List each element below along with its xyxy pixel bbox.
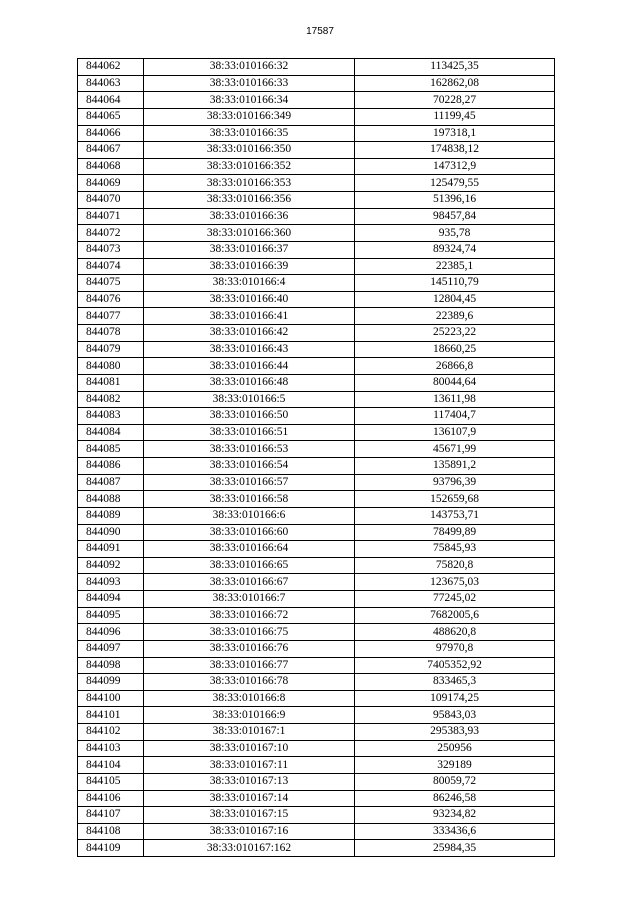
value-cell: 117404,7 [355, 408, 555, 425]
table-row [78, 657, 555, 674]
row-number-cell: 844086 [78, 458, 144, 475]
value-cell: 97970,8 [355, 640, 555, 657]
table-row [78, 391, 555, 408]
cadastral-number-cell: 38:33:010166:40 [144, 291, 355, 308]
cadastral-number-cell: 38:33:010166:58 [144, 491, 355, 508]
cadastral-number-cell: 38:33:010167:162 [144, 840, 355, 857]
cadastral-number-cell: 38:33:010166:48 [144, 374, 355, 391]
cadastral-number-cell: 38:33:010167:10 [144, 740, 355, 757]
table-row [78, 325, 555, 342]
row-number-cell: 844089 [78, 507, 144, 524]
row-number-cell: 844067 [78, 142, 144, 159]
table-row [78, 275, 555, 292]
row-number-cell: 844069 [78, 175, 144, 192]
cadastral-number-cell: 38:33:010166:50 [144, 408, 355, 425]
cadastral-number-cell: 38:33:010166:41 [144, 308, 355, 325]
row-number-cell: 844088 [78, 491, 144, 508]
cadastral-number-cell: 38:33:010166:53 [144, 441, 355, 458]
value-cell: 80044,64 [355, 374, 555, 391]
cadastral-number-cell: 38:33:010166:76 [144, 640, 355, 657]
row-number-cell: 844065 [78, 108, 144, 125]
table-row [78, 258, 555, 275]
table-row [78, 291, 555, 308]
table-row [78, 92, 555, 109]
table-row [78, 674, 555, 691]
value-cell: 93234,82 [355, 807, 555, 824]
row-number-cell: 844078 [78, 325, 144, 342]
table-row [78, 724, 555, 741]
cadastral-number-cell: 38:33:010167:11 [144, 757, 355, 774]
cadastral-number-cell: 38:33:010166:67 [144, 574, 355, 591]
table-row [78, 757, 555, 774]
row-number-cell: 844106 [78, 790, 144, 807]
value-cell: 295383,93 [355, 724, 555, 741]
row-number-cell: 844108 [78, 823, 144, 840]
value-cell: 25223,22 [355, 325, 555, 342]
cadastral-number-cell: 38:33:010166:9 [144, 707, 355, 724]
value-cell: 25984,35 [355, 840, 555, 857]
cadastral-number-cell: 38:33:010166:42 [144, 325, 355, 342]
value-cell: 113425,35 [355, 59, 555, 76]
cadastral-number-cell: 38:33:010166:5 [144, 391, 355, 408]
cadastral-number-cell: 38:33:010166:352 [144, 158, 355, 175]
table-row [78, 541, 555, 558]
cadastral-number-cell: 38:33:010166:60 [144, 524, 355, 541]
row-number-cell: 844076 [78, 291, 144, 308]
row-number-cell: 844095 [78, 607, 144, 624]
value-cell: 18660,25 [355, 341, 555, 358]
row-number-cell: 844103 [78, 740, 144, 757]
table-row [78, 624, 555, 641]
row-number-cell: 844064 [78, 92, 144, 109]
row-number-cell: 844080 [78, 358, 144, 375]
table-row [78, 358, 555, 375]
value-cell: 935,78 [355, 225, 555, 242]
table-row [78, 192, 555, 209]
cadastral-number-cell: 38:33:010166:43 [144, 341, 355, 358]
cadastral-number-cell: 38:33:010166:32 [144, 59, 355, 76]
cadastral-number-cell: 38:33:010166:35 [144, 125, 355, 142]
row-number-cell: 844066 [78, 125, 144, 142]
table-row [78, 840, 555, 857]
row-number-cell: 844109 [78, 840, 144, 857]
table-row [78, 142, 555, 159]
value-cell: 488620,8 [355, 624, 555, 641]
value-cell: 51396,16 [355, 192, 555, 209]
row-number-cell: 844102 [78, 724, 144, 741]
value-cell: 152659,68 [355, 491, 555, 508]
row-number-cell: 844073 [78, 241, 144, 258]
cadastral-number-cell: 38:33:010166:37 [144, 241, 355, 258]
row-number-cell: 844075 [78, 275, 144, 292]
table-row [78, 208, 555, 225]
value-cell: 333436,6 [355, 823, 555, 840]
cadastral-number-cell: 38:33:010166:4 [144, 275, 355, 292]
row-number-cell: 844083 [78, 408, 144, 425]
cadastral-number-cell: 38:33:010167:1 [144, 724, 355, 741]
row-number-cell: 844096 [78, 624, 144, 641]
table-row [78, 408, 555, 425]
value-cell: 125479,55 [355, 175, 555, 192]
row-number-cell: 844091 [78, 541, 144, 558]
table-row [78, 557, 555, 574]
cadastral-number-cell: 38:33:010167:13 [144, 773, 355, 790]
row-number-cell: 844099 [78, 674, 144, 691]
row-number-cell: 844071 [78, 208, 144, 225]
cadastral-number-cell: 38:33:010166:75 [144, 624, 355, 641]
cadastral-number-cell: 38:33:010166:51 [144, 424, 355, 441]
row-number-cell: 844104 [78, 757, 144, 774]
value-cell: 162862,08 [355, 75, 555, 92]
page-number: 17587 [306, 26, 334, 37]
value-cell: 70228,27 [355, 92, 555, 109]
value-cell: 123675,03 [355, 574, 555, 591]
value-cell: 89324,74 [355, 241, 555, 258]
cadastral-number-cell: 38:33:010166:360 [144, 225, 355, 242]
cadastral-number-cell: 38:33:010167:15 [144, 807, 355, 824]
value-cell: 12804,45 [355, 291, 555, 308]
value-cell: 13611,98 [355, 391, 555, 408]
table-row [78, 175, 555, 192]
table-row [78, 640, 555, 657]
table-row [78, 441, 555, 458]
row-number-cell: 844074 [78, 258, 144, 275]
value-cell: 135891,2 [355, 458, 555, 475]
table-row [78, 474, 555, 491]
value-cell: 109174,25 [355, 690, 555, 707]
cadastral-table [77, 58, 555, 857]
value-cell: 22385,1 [355, 258, 555, 275]
row-number-cell: 844072 [78, 225, 144, 242]
cadastral-number-cell: 38:33:010166:33 [144, 75, 355, 92]
cadastral-number-cell: 38:33:010166:78 [144, 674, 355, 691]
cadastral-number-cell: 38:33:010166:39 [144, 258, 355, 275]
table-row [78, 524, 555, 541]
value-cell: 78499,89 [355, 524, 555, 541]
row-number-cell: 844077 [78, 308, 144, 325]
table-row [78, 225, 555, 242]
value-cell: 75845,93 [355, 541, 555, 558]
table-row [78, 75, 555, 92]
row-number-cell: 844092 [78, 557, 144, 574]
table-row [78, 507, 555, 524]
table-row [78, 424, 555, 441]
value-cell: 7405352,92 [355, 657, 555, 674]
value-cell: 86246,58 [355, 790, 555, 807]
table-row [78, 823, 555, 840]
row-number-cell: 844068 [78, 158, 144, 175]
row-number-cell: 844082 [78, 391, 144, 408]
table-row [78, 458, 555, 475]
value-cell: 95843,03 [355, 707, 555, 724]
value-cell: 143753,71 [355, 507, 555, 524]
cadastral-number-cell: 38:33:010166:72 [144, 607, 355, 624]
cadastral-number-cell: 38:33:010167:16 [144, 823, 355, 840]
value-cell: 7682005,6 [355, 607, 555, 624]
value-cell: 833465,3 [355, 674, 555, 691]
value-cell: 26866,8 [355, 358, 555, 375]
row-number-cell: 844094 [78, 591, 144, 608]
table-row [78, 158, 555, 175]
row-number-cell: 844081 [78, 374, 144, 391]
cadastral-number-cell: 38:33:010166:54 [144, 458, 355, 475]
value-cell: 11199,45 [355, 108, 555, 125]
table-row [78, 807, 555, 824]
row-number-cell: 844098 [78, 657, 144, 674]
row-number-cell: 844100 [78, 690, 144, 707]
row-number-cell: 844079 [78, 341, 144, 358]
cadastral-number-cell: 38:33:010166:356 [144, 192, 355, 209]
value-cell: 22389,6 [355, 308, 555, 325]
row-number-cell: 844090 [78, 524, 144, 541]
cadastral-number-cell: 38:33:010166:77 [144, 657, 355, 674]
cadastral-number-cell: 38:33:010167:14 [144, 790, 355, 807]
row-number-cell: 844085 [78, 441, 144, 458]
table-row [78, 690, 555, 707]
table-row [78, 308, 555, 325]
cadastral-number-cell: 38:33:010166:44 [144, 358, 355, 375]
value-cell: 80059,72 [355, 773, 555, 790]
table-row [78, 59, 555, 76]
cadastral-number-cell: 38:33:010166:65 [144, 557, 355, 574]
value-cell: 250956 [355, 740, 555, 757]
value-cell: 147312,9 [355, 158, 555, 175]
table-row [78, 707, 555, 724]
value-cell: 329189 [355, 757, 555, 774]
cadastral-number-cell: 38:33:010166:6 [144, 507, 355, 524]
value-cell: 45671,99 [355, 441, 555, 458]
value-cell: 93796,39 [355, 474, 555, 491]
table-row [78, 491, 555, 508]
table-row [78, 773, 555, 790]
table-row [78, 591, 555, 608]
table-row [78, 607, 555, 624]
table-row [78, 341, 555, 358]
cadastral-number-cell: 38:33:010166:350 [144, 142, 355, 159]
cadastral-number-cell: 38:33:010166:353 [144, 175, 355, 192]
cadastral-number-cell: 38:33:010166:7 [144, 591, 355, 608]
table-row [78, 740, 555, 757]
table-row [78, 108, 555, 125]
table-row [78, 574, 555, 591]
row-number-cell: 844084 [78, 424, 144, 441]
row-number-cell: 844093 [78, 574, 144, 591]
row-number-cell: 844107 [78, 807, 144, 824]
row-number-cell: 844062 [78, 59, 144, 76]
table-body [78, 59, 555, 857]
row-number-cell: 844087 [78, 474, 144, 491]
table-row [78, 241, 555, 258]
table-row [78, 125, 555, 142]
value-cell: 136107,9 [355, 424, 555, 441]
cadastral-number-cell: 38:33:010166:34 [144, 92, 355, 109]
row-number-cell: 844097 [78, 640, 144, 657]
row-number-cell: 844070 [78, 192, 144, 209]
cadastral-number-cell: 38:33:010166:57 [144, 474, 355, 491]
cadastral-number-cell: 38:33:010166:64 [144, 541, 355, 558]
value-cell: 77245,02 [355, 591, 555, 608]
cadastral-number-cell: 38:33:010166:36 [144, 208, 355, 225]
table-row [78, 790, 555, 807]
row-number-cell: 844063 [78, 75, 144, 92]
value-cell: 75820,8 [355, 557, 555, 574]
value-cell: 145110,79 [355, 275, 555, 292]
table-row [78, 374, 555, 391]
value-cell: 197318,1 [355, 125, 555, 142]
row-number-cell: 844105 [78, 773, 144, 790]
value-cell: 174838,12 [355, 142, 555, 159]
value-cell: 98457,84 [355, 208, 555, 225]
cadastral-number-cell: 38:33:010166:349 [144, 108, 355, 125]
row-number-cell: 844101 [78, 707, 144, 724]
cadastral-number-cell: 38:33:010166:8 [144, 690, 355, 707]
